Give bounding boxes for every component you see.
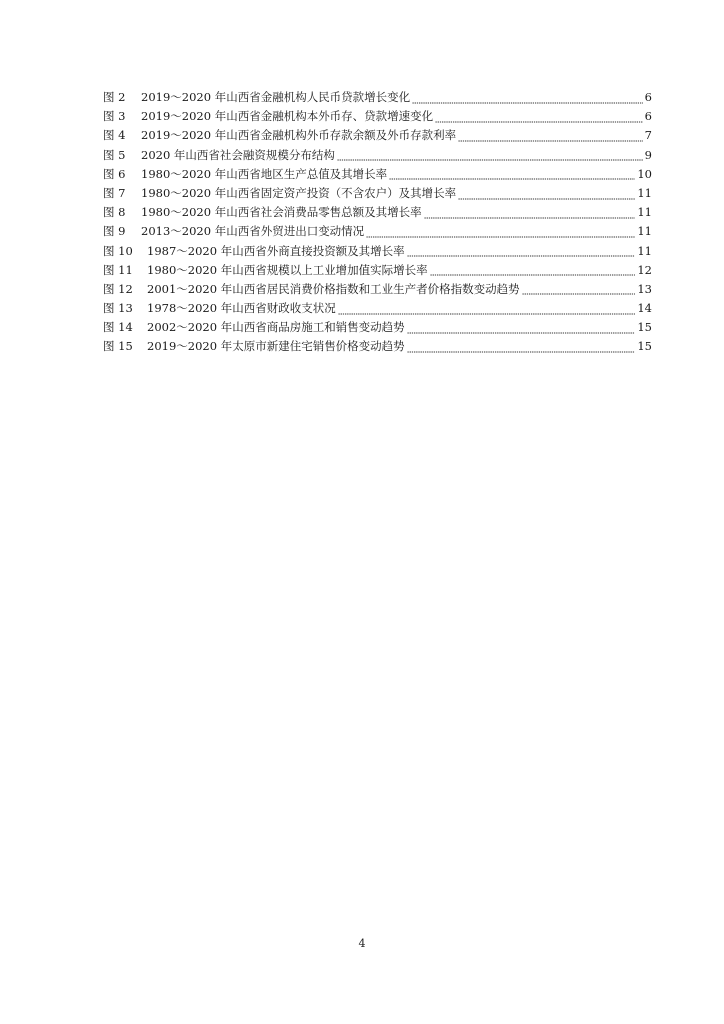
toc-entry[interactable] bbox=[103, 126, 652, 145]
figure-title: 2019～2020 年山西省金融机构本外币存、贷款增速变化 bbox=[141, 109, 434, 124]
figure-title: 2019～2020 年太原市新建住宅销售价格变动趋势 bbox=[147, 339, 405, 354]
figure-page-number: 12 bbox=[637, 262, 652, 277]
figure-title: 1978～2020 年山西省财政收支状况 bbox=[147, 301, 336, 316]
figure-label: 图 13 bbox=[103, 301, 133, 316]
figure-label: 图 3 bbox=[103, 109, 126, 124]
toc-entry[interactable] bbox=[103, 242, 652, 261]
toc-entry[interactable] bbox=[103, 299, 652, 318]
figure-title: 1980～2020 年山西省地区生产总值及其增长率 bbox=[141, 166, 388, 181]
toc-entry[interactable] bbox=[103, 184, 652, 203]
dot-leader bbox=[458, 184, 635, 203]
toc-entry[interactable] bbox=[103, 337, 652, 356]
figure-label: 图 14 bbox=[103, 320, 133, 335]
figure-title: 1987～2020 年山西省外商直接投资额及其增长率 bbox=[147, 243, 405, 258]
figure-title: 1980～2020 年山西省社会消费品零售总额及其增长率 bbox=[141, 205, 422, 220]
dot-leader bbox=[412, 88, 642, 107]
figure-label: 图 11 bbox=[103, 262, 133, 277]
figure-title: 2001～2020 年山西省居民消费价格指数和工业生产者价格指数变动趋势 bbox=[147, 281, 520, 296]
figure-label: 图 4 bbox=[103, 128, 126, 143]
figure-page-number: 6 bbox=[644, 90, 652, 104]
page-number: 4 bbox=[358, 937, 366, 950]
toc-entry[interactable] bbox=[103, 222, 652, 241]
figure-label: 图 12 bbox=[103, 281, 133, 296]
dot-leader bbox=[430, 261, 636, 280]
figure-label: 图 8 bbox=[103, 205, 126, 220]
dot-leader bbox=[366, 222, 635, 241]
figure-page-number: 11 bbox=[637, 205, 652, 220]
figure-page-number: 14 bbox=[637, 301, 652, 316]
toc-entry[interactable] bbox=[103, 165, 652, 184]
figure-label: 图 10 bbox=[103, 243, 133, 258]
toc-entry[interactable] bbox=[103, 261, 652, 280]
figure-page-number: 11 bbox=[637, 185, 652, 200]
toc-entry[interactable] bbox=[103, 318, 652, 337]
figure-title: 2019～2020 年山西省金融机构外币存款余额及外币存款利率 bbox=[141, 128, 457, 143]
toc-entry[interactable] bbox=[103, 146, 652, 165]
dot-leader bbox=[522, 280, 636, 299]
figure-page-number: 6 bbox=[644, 109, 652, 124]
figure-page-number: 11 bbox=[637, 243, 652, 258]
figure-label: 图 9 bbox=[103, 224, 126, 239]
figure-page-number: 15 bbox=[637, 320, 652, 335]
dot-leader bbox=[338, 299, 636, 318]
figure-label: 图 6 bbox=[103, 166, 126, 181]
toc-entry[interactable] bbox=[103, 280, 652, 299]
figure-page-number: 7 bbox=[644, 128, 652, 143]
figure-title: 2020 年山西省社会融资规模分布结构 bbox=[141, 147, 335, 162]
dot-leader bbox=[407, 337, 636, 356]
dot-leader bbox=[337, 146, 643, 165]
toc-entry[interactable] bbox=[103, 88, 652, 107]
dot-leader bbox=[435, 107, 642, 126]
figure-title: 1980～2020 年山西省固定资产投资（不含农户）及其增长率 bbox=[141, 185, 457, 200]
dot-leader bbox=[407, 242, 636, 261]
figure-label: 图 15 bbox=[103, 339, 133, 354]
figure-label: 图 7 bbox=[103, 185, 126, 200]
dot-leader bbox=[407, 318, 636, 337]
figure-title: 1980～2020 年山西省规模以上工业增加值实际增长率 bbox=[147, 262, 428, 277]
figure-title: 2013～2020 年山西省外贸进出口变动情况 bbox=[141, 224, 365, 239]
figure-page-number: 11 bbox=[637, 224, 652, 239]
dot-leader bbox=[424, 203, 636, 222]
figure-label: 图 5 bbox=[103, 147, 126, 162]
dot-leader bbox=[389, 165, 635, 184]
dot-leader bbox=[458, 126, 642, 145]
figure-page-number: 13 bbox=[637, 281, 652, 296]
figure-label: 图 2 bbox=[103, 90, 126, 104]
figure-title: 2019～2020 年山西省金融机构人民币贷款增长变化 bbox=[141, 90, 411, 104]
figure-toc bbox=[103, 88, 652, 357]
figure-page-number: 9 bbox=[644, 147, 652, 162]
figure-page-number: 10 bbox=[637, 166, 652, 181]
toc-entry[interactable] bbox=[103, 107, 652, 126]
toc-entry[interactable] bbox=[103, 203, 652, 222]
figure-page-number: 15 bbox=[637, 339, 652, 354]
figure-title: 2002～2020 年山西省商品房施工和销售变动趋势 bbox=[147, 320, 405, 335]
